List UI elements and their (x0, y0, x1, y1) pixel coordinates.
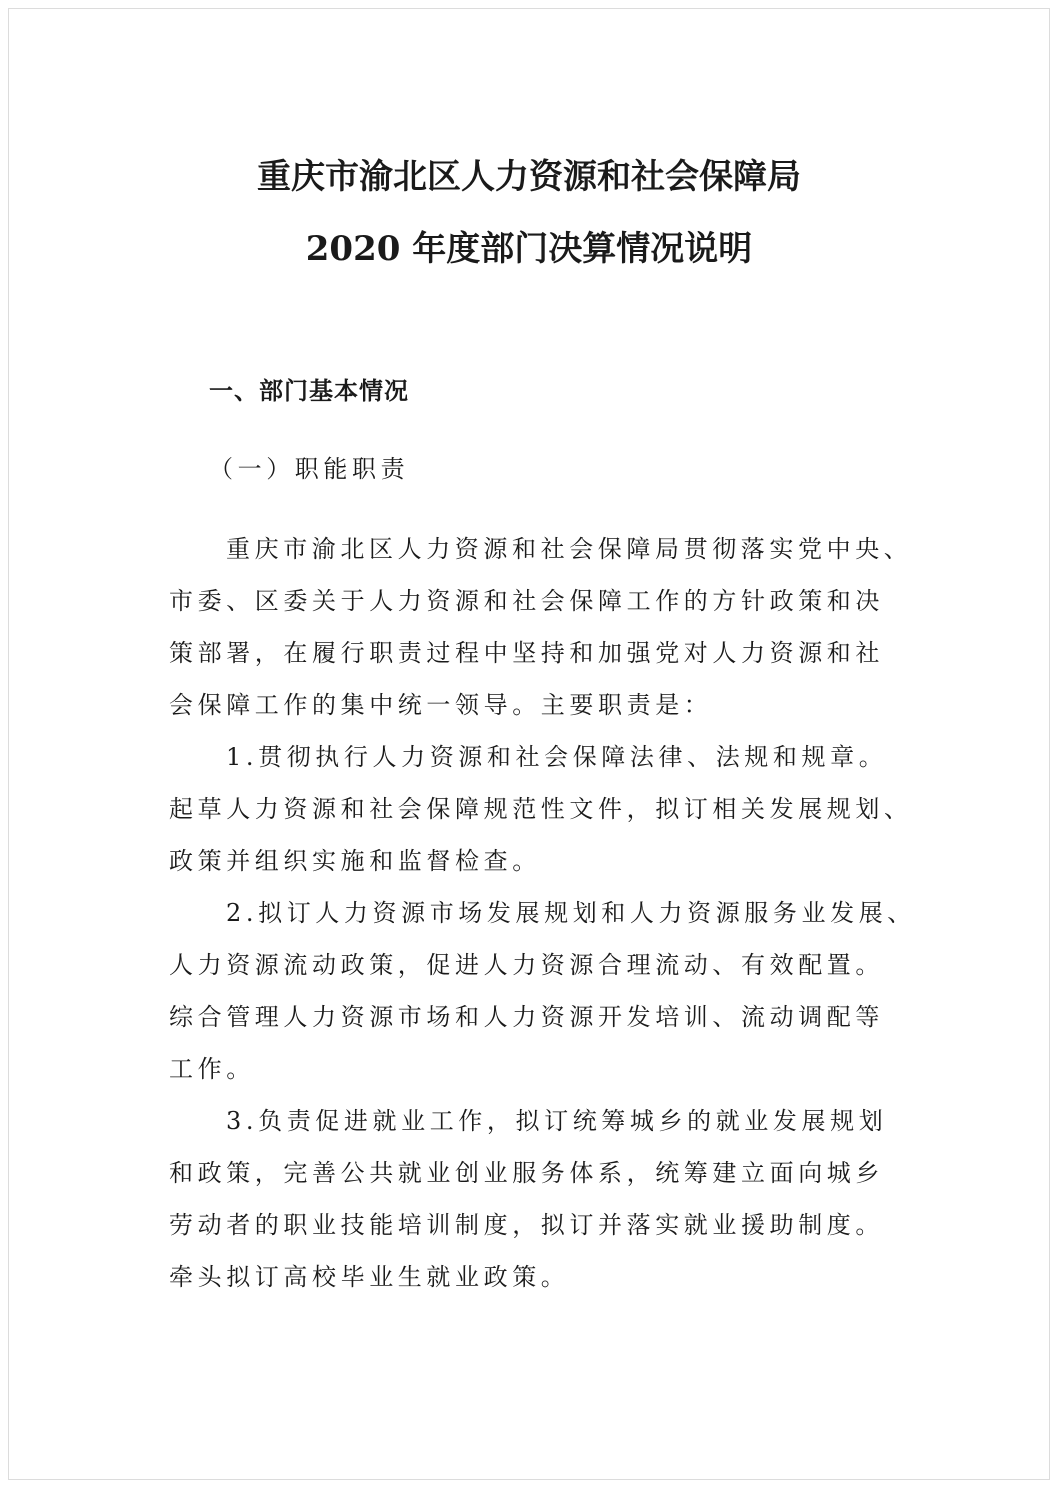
document-title-line1: 重庆市渝北区人力资源和社会保障局 (257, 157, 801, 197)
paragraph-3-line-4: 工作。 (169, 1055, 255, 1083)
document-title-line2: 2020 年度部门决算情况说明 (305, 229, 753, 269)
subsection-heading: （一）职能职责 (209, 455, 410, 483)
paragraph-4-line-4: 牵头拟订高校毕业生就业政策。 (169, 1263, 570, 1291)
section-heading: 一、部门基本情况 (209, 377, 409, 405)
paragraph-1-line-3: 策部署，在履行职责过程中坚持和加强党对人力资源和社 (169, 639, 884, 667)
paragraph-2-line-2: 起草人力资源和社会保障规范性文件，拟订相关发展规划、 (169, 795, 913, 823)
paragraph-3-line-3: 综合管理人力资源市场和人力资源开发培训、流动调配等 (169, 1003, 884, 1031)
paragraph-3-line-2: 人力资源流动政策，促进人力资源合理流动、有效配置。 (169, 951, 884, 979)
paragraph-4-line-1: 3.负责促进就业工作，拟订统筹城乡的就业发展规划 (226, 1107, 888, 1135)
paragraph-4-line-2: 和政策，完善公共就业创业服务体系，统筹建立面向城乡 (169, 1159, 884, 1187)
document-page (8, 8, 1050, 1480)
paragraph-1-line-2: 市委、区委关于人力资源和社会保障工作的方针政策和决 (169, 587, 884, 615)
paragraph-1-line-1: 重庆市渝北区人力资源和社会保障局贯彻落实党中央、 (226, 535, 913, 563)
paragraph-3-line-1: 2.拟订人力资源市场发展规划和人力资源服务业发展、 (226, 899, 916, 927)
paragraph-4-line-3: 劳动者的职业技能培训制度，拟订并落实就业援助制度。 (169, 1211, 884, 1239)
paragraph-1-line-4: 会保障工作的集中统一领导。主要职责是： (169, 691, 713, 719)
paragraph-2-line-3: 政策并组织实施和监督检查。 (169, 847, 541, 875)
paragraph-2-line-1: 1.贯彻执行人力资源和社会保障法律、法规和规章。 (226, 743, 888, 771)
